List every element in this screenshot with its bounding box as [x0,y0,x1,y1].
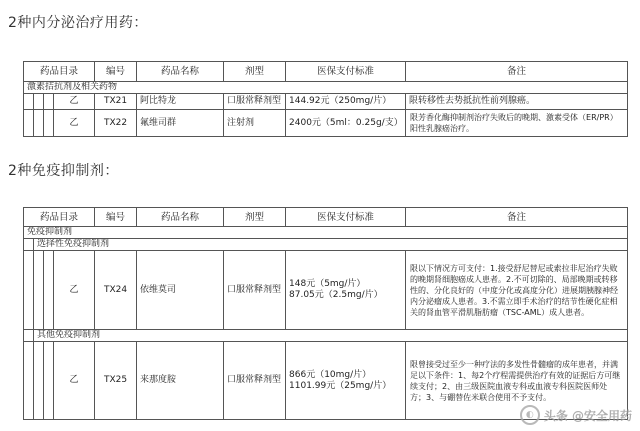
drug-name-cell: 来那度胺 [137,342,224,420]
table-header-row [24,62,628,82]
col-header-catalog: 药品目录 [24,208,95,227]
form-cell: 口服常释剂型 [224,94,286,110]
table-row [24,110,628,137]
price-cell: 144.92元（250mg/片） [286,94,406,110]
price-line: 1101.99元（25mg/片） [289,380,392,391]
price-line: 866元（10mg/片） [289,369,372,380]
col-header-form: 剂型 [224,208,286,227]
grade-cell: 乙 [54,94,95,110]
col-header-code: 编号 [95,208,137,227]
code-cell: TX22 [95,110,137,137]
col-header-name: 药品名称 [137,62,224,82]
drug-name-cell: 阿比特龙 [137,94,224,110]
note-cell: 限以下情况方可支付：1.接受舒尼替尼或索拉非尼治疗失败的晚期肾细胞癌成人患者。2.不可切除的、局部晚期或转移性的、分化良好的（中度分化或高度分化）进展期胰腺神经内分泌瘤成人患者。3.不需立即手术治疗的结节性硬化症相关的肾血管平滑肌脂肪瘤（TSC-AML）成人患者。 [406,251,628,330]
col-header-note: 备注 [406,62,628,82]
section-title-immunosuppressant: 2种免疫抑制剂： [8,163,119,179]
price-cell: 2400元（5ml：0.25g/支） [286,110,406,137]
endocrine-drug-table [23,61,628,137]
col-header-price: 医保支付标准 [286,208,406,227]
note-cell: 限曾接受过至少一种疗法的多发性骨髓瘤的成年患者，并满足以下条件：1、每2个疗程需提供治疗有效的证据后方可继续支付；2、由三级医院血液专科或血液专科医院医师处方；3、与硼替佐米联合使用不予支付。 [406,342,628,420]
category-row [24,82,628,94]
form-cell: 注射剂 [224,110,286,137]
col-header-form: 剂型 [224,62,286,82]
grade-cell: 乙 [54,251,95,330]
category-row [24,227,628,239]
watermark-text: 头条 @安全用药 [543,408,632,423]
watermark [520,405,632,425]
col-header-price: 医保支付标准 [286,62,406,82]
toutiao-logo-icon: ◐ [520,405,540,425]
subcategory-row [24,239,628,251]
grade-cell: 乙 [54,110,95,137]
subcategory-label: 选择性免疫抑制剂 [34,239,628,251]
subcategory-label: 其他免疫抑制剂 [34,330,628,342]
price-line: 148元（5mg/片） [289,279,366,289]
grade-cell: 乙 [54,342,95,420]
price-cell [286,342,406,420]
form-cell: 口服常释剂型 [224,251,286,330]
form-cell: 口服常释剂型 [224,342,286,420]
col-header-catalog: 药品目录 [24,62,95,82]
drug-name-cell: 依维莫司 [137,251,224,330]
col-header-name: 药品名称 [137,208,224,227]
note-cell: 限芳香化酶抑制剂治疗失败后的晚期、激素受体（ER/PR）阳性乳腺癌治疗。 [406,110,628,137]
col-header-note: 备注 [406,208,628,227]
code-cell: TX24 [95,251,137,330]
code-cell: TX21 [95,94,137,110]
category-label: 激素拮抗剂及相关药物 [24,82,628,94]
subcategory-row [24,330,628,342]
note-cell: 限转移性去势抵抗性前列腺癌。 [406,94,628,110]
code-cell: TX25 [95,342,137,420]
table-row [24,94,628,110]
section-title-endocrine: 2种内分泌治疗用药： [8,15,148,31]
col-header-code: 编号 [95,62,137,82]
immunosuppressant-drug-table [23,207,628,420]
category-label: 免疫抑制剂 [24,227,628,239]
table-row [24,251,628,330]
price-line: 87.05元（2.5mg/片） [289,290,383,300]
drug-name-cell: 氟维司群 [137,110,224,137]
price-cell [286,251,406,330]
table-header-row [24,208,628,227]
